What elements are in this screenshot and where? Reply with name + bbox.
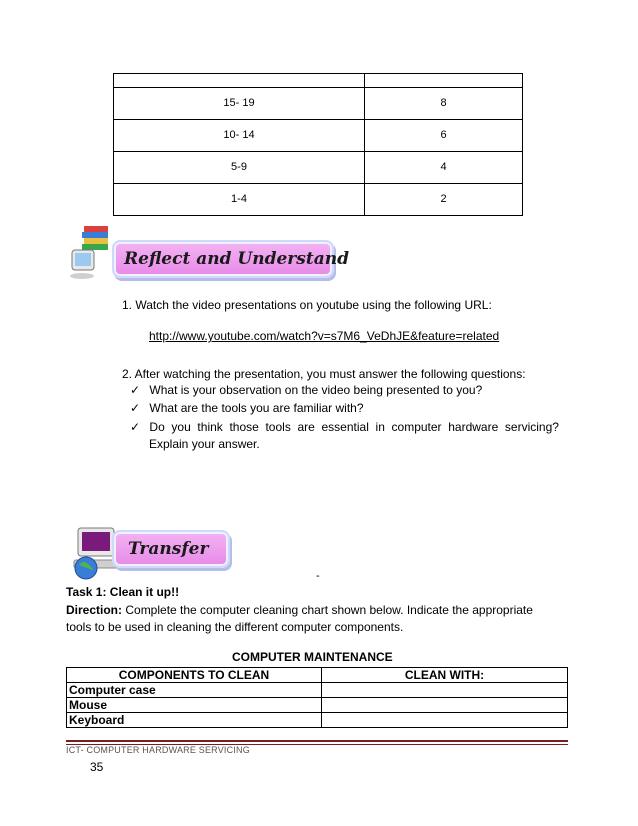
component-cell: Mouse [67,698,322,713]
table-row [67,713,568,728]
checkmark-icon [130,383,140,397]
column-header: COMPONENTS TO CLEAN [67,668,322,683]
table-row [114,120,523,152]
direction-line-2: tools to be used in cleaning the different computer components. [66,620,404,634]
reflect-banner [112,240,349,278]
component-cell: Computer case [67,683,322,698]
task-heading: Task 1: Clean it up!! [66,585,180,599]
component-cell: Keyboard [67,713,322,728]
banner-title: Transfer [128,539,209,559]
maintenance-table [66,667,568,728]
points-cell: 6 [365,120,523,152]
table-row [67,698,568,713]
points-cell: 2 [365,184,523,216]
checkmark-icon [130,401,140,415]
banner-title: Reflect and Understand [124,249,349,269]
instruction-2: 2. After watching the presentation, you must answer the following questions: [122,367,526,381]
question-item: ✓ Do you think those tools are essential in computer hardware servicing? [130,419,559,435]
clean-with-cell[interactable] [322,698,568,713]
checkmark-icon [130,420,140,434]
points-cell: 8 [365,88,523,120]
question-item: ✓ What are the tools you are familiar with? [130,400,364,416]
column-header: CLEAN WITH: [322,668,568,683]
table-row [114,184,523,216]
clean-with-cell[interactable] [322,713,568,728]
footer-rule [66,740,568,742]
direction-line [66,602,533,618]
table-row [67,683,568,698]
table-row [114,88,523,120]
question-item: ✓ What is your observation on the video being presented to you? [130,382,482,398]
range-cell: 15- 19 [114,88,365,120]
footer-course: ICT- COMPUTER HARDWARE SERVICING [66,745,250,755]
maintenance-table-title: COMPUTER MAINTENANCE [232,650,393,664]
direction-label: Direction: [66,603,123,617]
table-row [114,152,523,184]
transfer-banner [112,530,230,568]
points-cell: 4 [365,152,523,184]
table-header-row [67,668,568,683]
score-table [113,73,523,216]
video-url-link[interactable]: http://www.youtube.com/watch?v=s7M6_VeDhJE&feature=related [149,329,500,343]
clean-with-cell[interactable] [322,683,568,698]
range-cell: 5-9 [114,152,365,184]
range-cell: 1-4 [114,184,365,216]
instruction-1: 1. Watch the video presentations on youtube using the following URL: [122,298,492,312]
page-number: 35 [90,760,104,774]
range-cell: 10- 14 [114,120,365,152]
direction-text: Complete the computer cleaning chart shown below. Indicate the appropriate [122,603,533,617]
dash-mark: - [316,570,320,582]
question-3-continuation: Explain your answer. [149,437,260,451]
